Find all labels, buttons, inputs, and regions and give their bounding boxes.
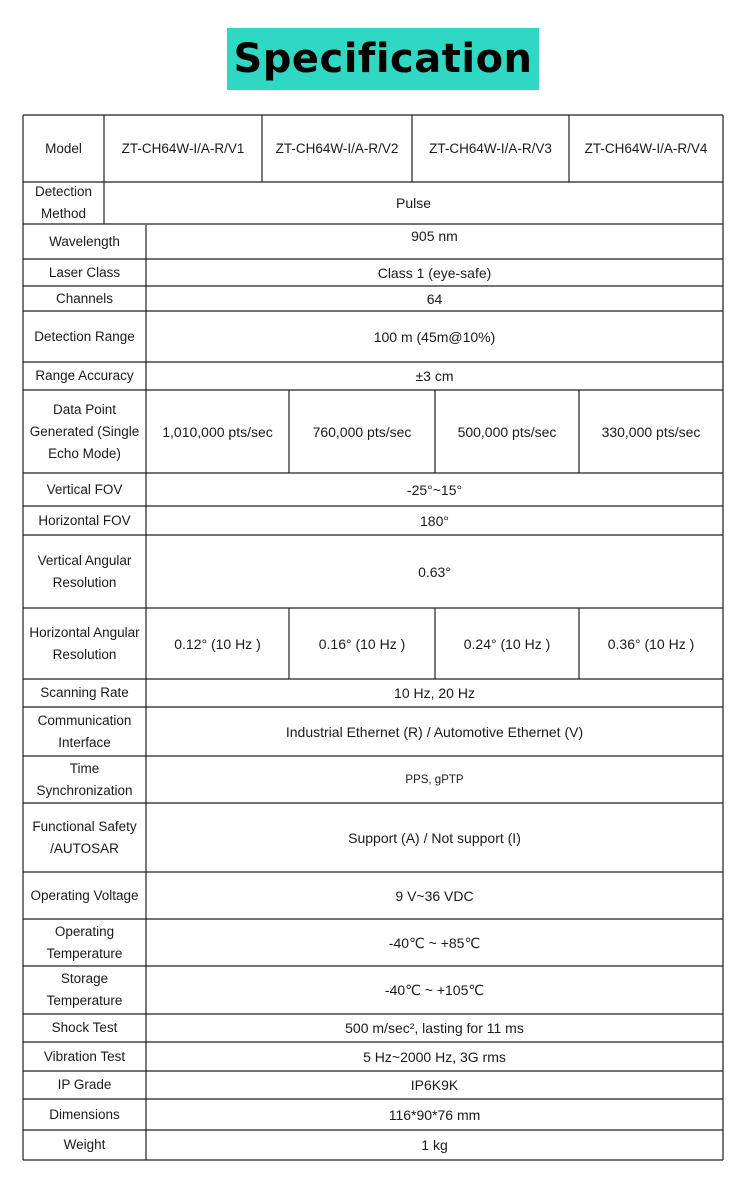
shock-test-value: 500 m/sec², lasting for 11 ms xyxy=(345,1020,524,1036)
data-point-v2: 760,000 pts/sec xyxy=(312,423,412,440)
channels-value: 64 xyxy=(426,290,443,307)
communication-label: Communication Interface xyxy=(37,712,132,750)
data-point-v1: 1,010,000 pts/sec xyxy=(162,423,273,440)
operating-voltage-label: Operating Voltage xyxy=(30,887,139,903)
communication-value: Industrial Ethernet (R) / Automotive Ethernet (V) xyxy=(285,723,584,740)
dimensions-label: Dimensions xyxy=(49,1106,120,1122)
data-point-label: Data Point Generated (Single Echo Mode) xyxy=(29,401,140,461)
vertical-res-label: Vertical Angular Resolution xyxy=(37,552,132,590)
model-v4: ZT-CH64W-I/A-R/V4 xyxy=(584,140,708,156)
wavelength-value: 905 nm xyxy=(411,228,458,244)
ip-grade-label: IP Grade xyxy=(57,1077,112,1092)
vertical-fov-label: Vertical FOV xyxy=(46,481,123,497)
vertical-res-value: 0.63° xyxy=(418,563,451,580)
channels-label: Channels xyxy=(55,290,114,306)
storage-temp-label: Storage Temperature xyxy=(46,971,123,1008)
range-accuracy-label: Range Accuracy xyxy=(35,368,134,383)
vertical-fov-value: -25°~15° xyxy=(406,481,463,498)
model-label: Model xyxy=(45,140,82,156)
weight-label: Weight xyxy=(63,1137,106,1152)
weight-value: 1 kg xyxy=(421,1137,448,1153)
horizontal-fov-label: Horizontal FOV xyxy=(38,512,131,528)
model-v1: ZT-CH64W-I/A-R/V1 xyxy=(121,140,245,156)
shock-test-label: Shock Test xyxy=(51,1020,118,1035)
time-sync-value: PPS, gPTP xyxy=(405,773,464,786)
operating-temp-label: Operating Temperature xyxy=(46,923,123,961)
laser-class-value: Class 1 (eye-safe) xyxy=(377,264,492,281)
model-v3: ZT-CH64W-I/A-R/V3 xyxy=(429,140,552,156)
model-v2: ZT-CH64W-I/A-R/V2 xyxy=(275,140,399,156)
dimensions-value: 116*90*76 mm xyxy=(388,1106,481,1123)
horizontal-fov-value: 180° xyxy=(420,512,449,529)
ip-grade-value: IP6K9K xyxy=(410,1077,459,1093)
page-title: Specification xyxy=(233,36,533,82)
scanning-rate-label: Scanning Rate xyxy=(40,685,129,700)
horizontal-res-v1: 0.12° (10 Hz ) xyxy=(174,635,261,652)
detection-method-label: Detection Method xyxy=(34,184,93,221)
horizontal-res-v2: 0.16° (10 Hz ) xyxy=(318,635,406,652)
horizontal-res-label: Horizontal Angular Resolution xyxy=(29,624,140,662)
wavelength-label: Wavelength xyxy=(49,233,120,249)
functional-safety-value: Support (A) / Not support (I) xyxy=(348,829,521,846)
laser-class-label: Laser Class xyxy=(48,264,121,280)
data-point-v3: 500,000 pts/sec xyxy=(457,423,557,440)
time-sync-label: Time Synchronization xyxy=(36,760,133,798)
operating-voltage-value: 9 V~36 VDC xyxy=(395,887,474,904)
scanning-rate-value: 10 Hz, 20 Hz xyxy=(394,685,475,701)
detection-range-value: 100 m (45m@10%) xyxy=(373,328,496,345)
detection-method-value: Pulse xyxy=(395,195,432,211)
horizontal-res-v4: 0.36° (10 Hz ) xyxy=(607,635,695,652)
data-point-v4: 330,000 pts/sec xyxy=(601,423,701,440)
vibration-test-value: 5 Hz~2000 Hz, 3G rms xyxy=(363,1048,506,1065)
vibration-test-label: Vibration Test xyxy=(43,1048,126,1064)
range-accuracy-value: ±3 cm xyxy=(415,368,454,384)
functional-safety-label: Functional Safety /AUTOSAR xyxy=(32,818,137,856)
detection-range-label: Detection Range xyxy=(34,328,135,344)
operating-temp-value: -40℃ ~ +85℃ xyxy=(388,934,481,951)
horizontal-res-v3: 0.24° (10 Hz ) xyxy=(463,635,551,652)
storage-temp-value: -40℃ ~ +105℃ xyxy=(384,982,485,998)
